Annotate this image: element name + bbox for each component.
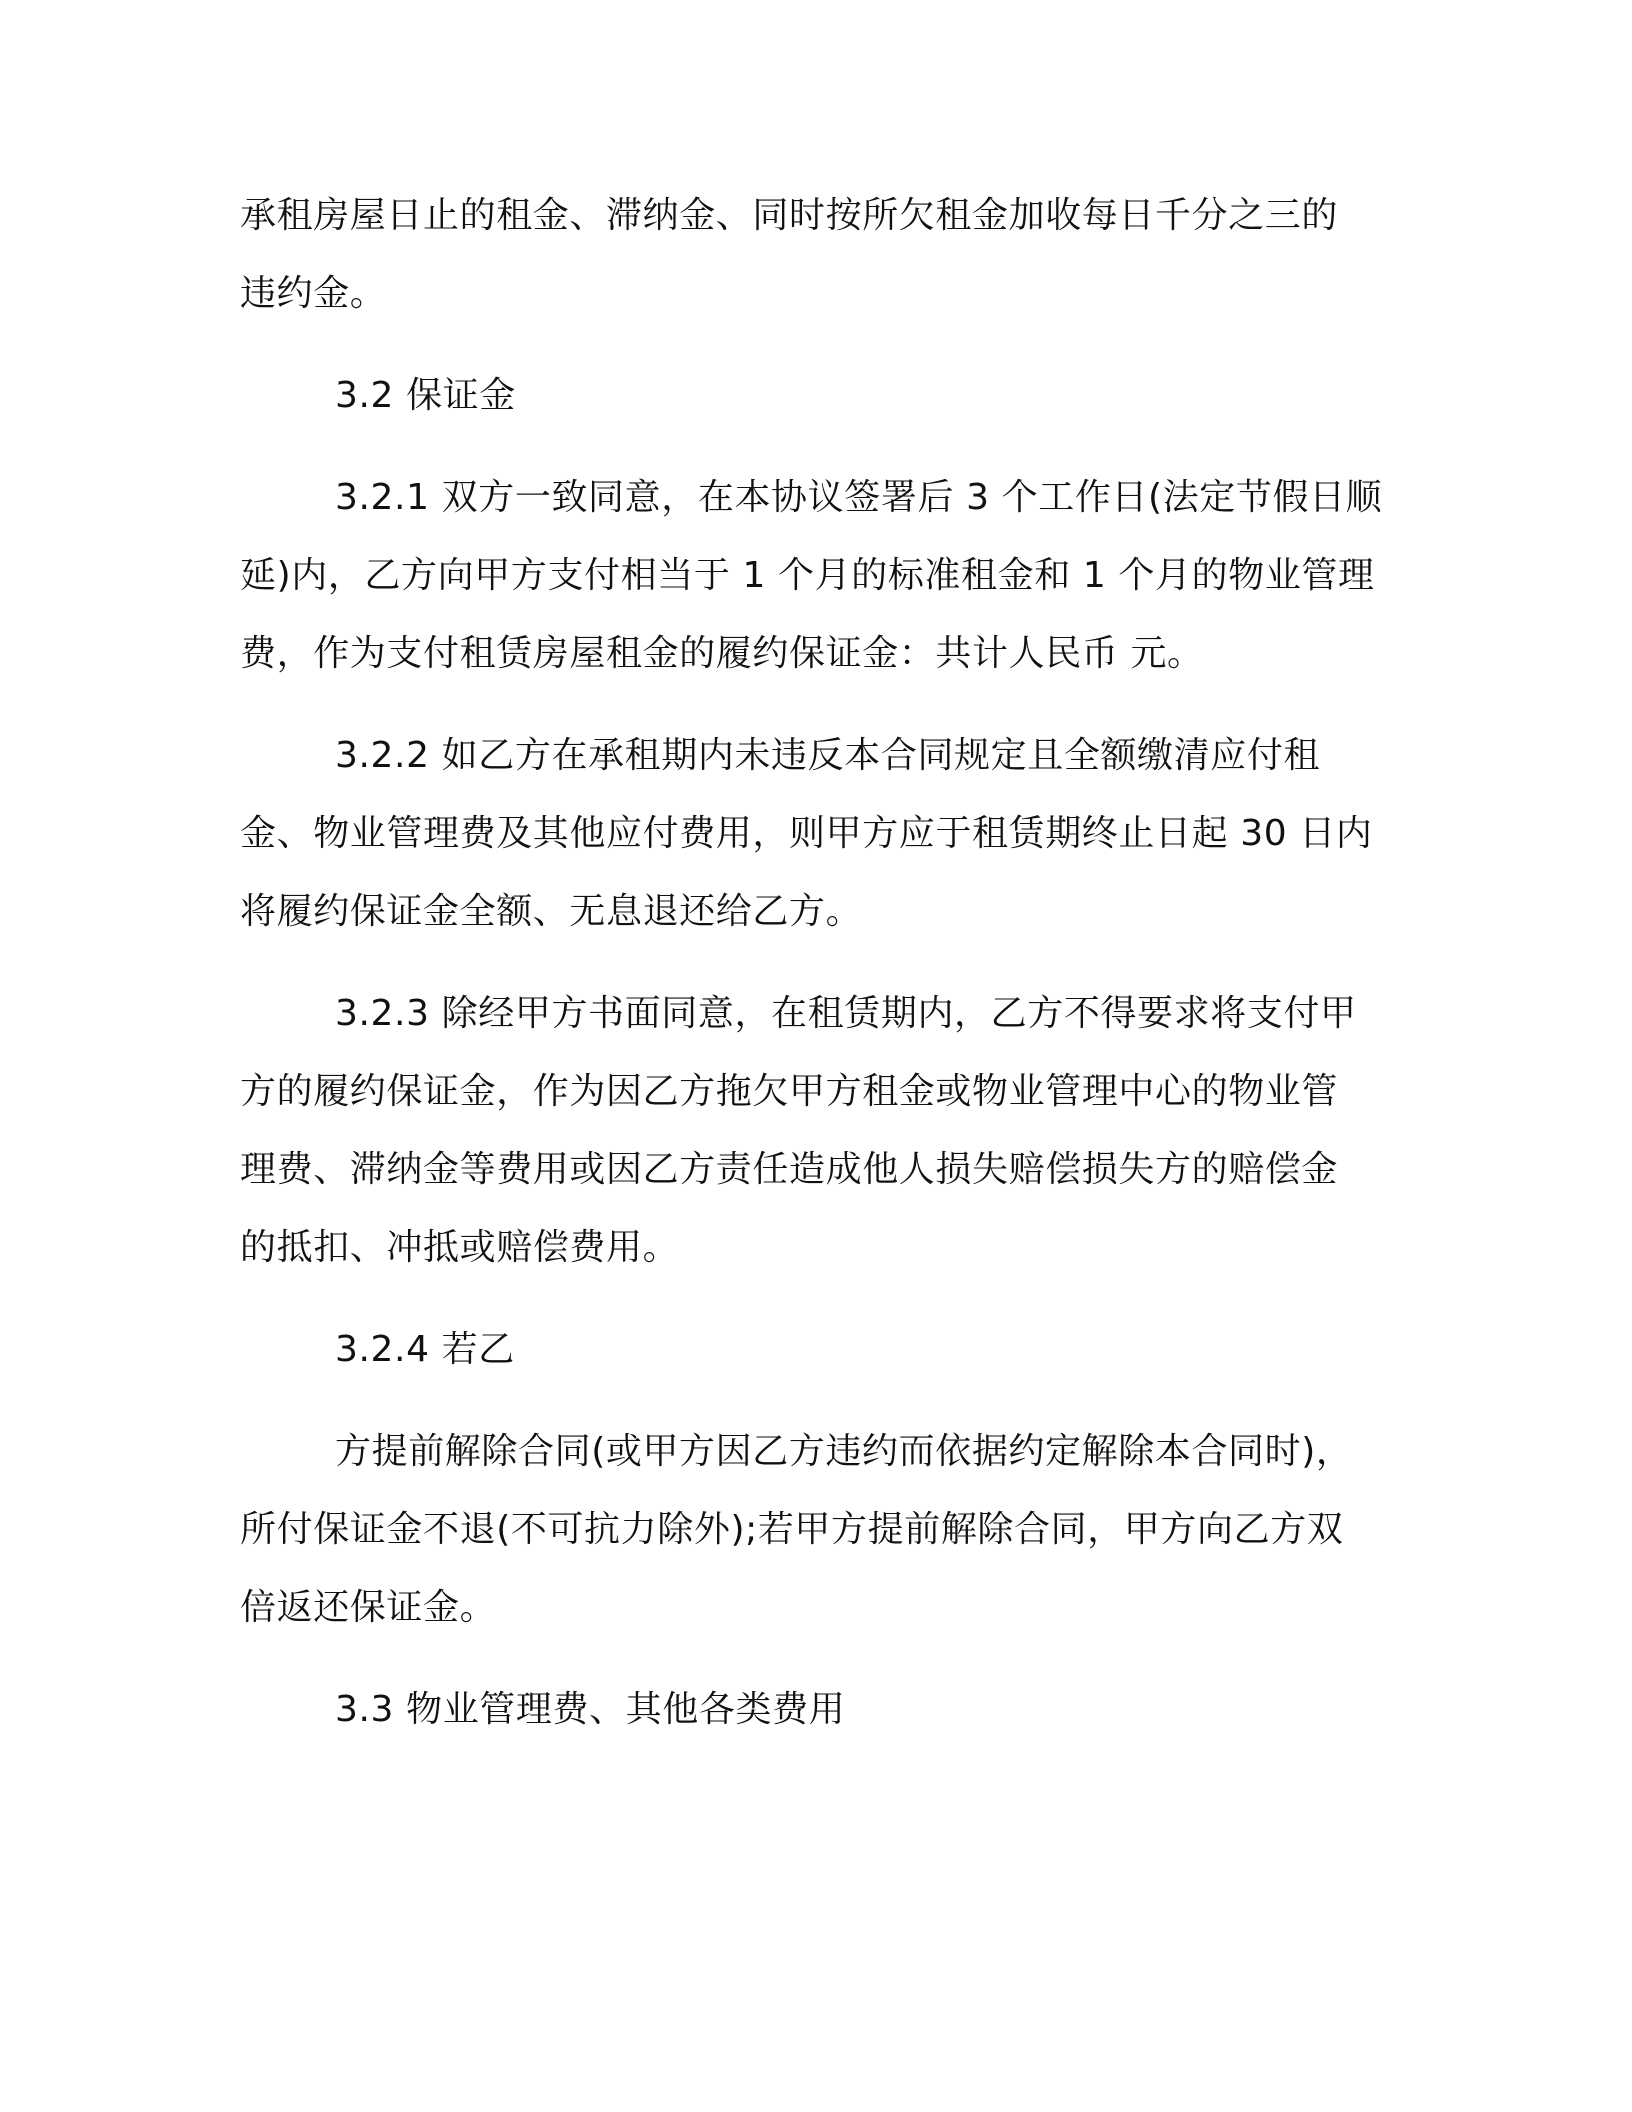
text-line: 延)内，乙方向甲方支付相当于 1 个月的标准租金和 1 个月的物业管理 [240,555,1375,596]
section-heading-3-3: 3.3 物业管理费、其他各类费用 [335,1689,846,1730]
text-line: 3.2.1 双方一致同意，在本协议签署后 3 个工作日(法定节假日顺 [335,477,1383,518]
text-line: 倍返还保证金。 [240,1587,497,1628]
text-line: 费，作为支付租赁房屋租金的履约保证金：共计人民币 元。 [240,633,1204,674]
text-line: 3.2.3 除经甲方书面同意，在租赁期内，乙方不得要求将支付甲 [335,993,1357,1034]
text-line: 方提前解除合同(或甲方因乙方违约而依据约定解除本合同时)， [335,1431,1353,1472]
text-line: 3.2.4 若乙 [335,1329,515,1370]
text-line: 方的履约保证金，作为因乙方拖欠甲方租金或物业管理中心的物业管 [240,1071,1339,1112]
text-line: 3.2.2 如乙方在承租期内未违反本合同规定且全额缴清应付租 [335,735,1321,776]
text-line: 违约金。 [240,273,387,314]
text-line: 所付保证金不退(不可抗力除外);若甲方提前解除合同，甲方向乙方双 [240,1509,1344,1550]
text-line: 将履约保证金全额、无息退还给乙方。 [240,891,863,932]
text-line: 金、物业管理费及其他应付费用，则甲方应于租赁期终止日起 30 日内 [240,813,1373,854]
text-line: 承租房屋日止的租金、滞纳金、同时按所欠租金加收每日千分之三的 [240,195,1339,236]
section-heading-3-2: 3.2 保证金 [335,375,516,416]
text-line: 的抵扣、冲抵或赔偿费用。 [240,1227,680,1268]
text-line: 理费、滞纳金等费用或因乙方责任造成他人损失赔偿损失方的赔偿金 [240,1149,1339,1190]
